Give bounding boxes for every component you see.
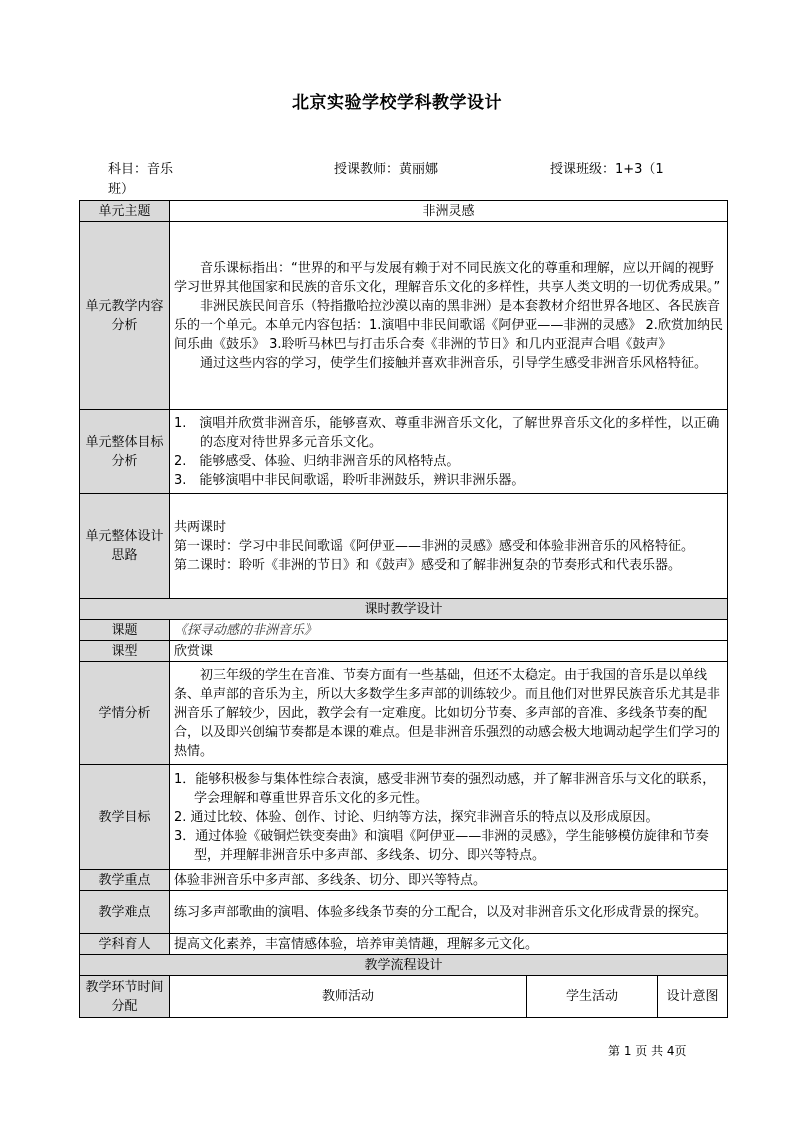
unit-design-line: 第一课时：学习中非民间歌谣《阿伊亚——非洲的灵感》感受和体验非洲音乐的风格特征。 bbox=[174, 538, 695, 554]
document-meta bbox=[108, 160, 688, 200]
page-footer: 第 1 页 共 4页 bbox=[608, 1044, 687, 1058]
teaching-key-value: 体验非洲音乐中多声部、多线条、切分、即兴等特点。 bbox=[170, 870, 728, 891]
teaching-objective-item: 3．通过体验《破铜烂铁变奏曲》和演唱《阿伊亚——非洲的灵感》，学生能够模仿旋律和节奏型，并理解非洲音乐中多声部、多线条、切分、即兴等特点。 bbox=[174, 828, 709, 863]
teaching-difficulty-value: 练习多声部歌曲的演唱、体验多线条节奏的分工配合，以及对非洲音乐文化形成背景的探究。 bbox=[174, 904, 708, 920]
teaching-objective-cell bbox=[170, 765, 728, 870]
lesson-section-title: 课时教学设计 bbox=[80, 599, 728, 620]
document-title: 北京实验学校学科教学设计 bbox=[292, 93, 502, 113]
unit-content-paragraph: 音乐课标指出：“世界的和平与发展有赖于对不同民族文化的尊重和理解，应以开阔的视野学习世界其他国家和民族的音乐文化，理解音乐文化的多样性，共享人类文明的一切优秀成果。” bbox=[174, 260, 721, 295]
flow-col-teacher-activity: 教师活动 bbox=[170, 976, 527, 1018]
unit-goal-item: 3. 能够演唱中非民间歌谣，聆听非洲鼓乐，辨识非洲乐器。 bbox=[174, 472, 525, 488]
unit-theme-value: 非洲灵感 bbox=[170, 201, 728, 222]
unit-theme-label: 单元主题 bbox=[80, 201, 170, 222]
teaching-difficulty-cell bbox=[170, 891, 728, 934]
unit-design-line: 第二课时：聆听《非洲的节日》和《鼓声》感受和了解非洲复杂的节奏形式和代表乐器。 bbox=[174, 557, 682, 573]
unit-goal-item: 1. 演唱并欣赏非洲音乐，能够喜欢、尊重非洲音乐文化，了解世界音乐文化的多样性，以正确的态度对待世界多元音乐文化。 bbox=[174, 415, 720, 450]
unit-design-line: 共两课时 bbox=[174, 519, 227, 535]
lesson-plan-table bbox=[79, 200, 728, 1018]
unit-content-paragraph: 非洲民族民间音乐（特指撒哈拉沙漠以南的黑非洲）是本套教材介绍世界各地区、各民族音乐的一个单元。本单元内容包括：1.演唱中非民间歌谣《阿伊亚——非洲的灵感》 2.欣赏加纳民间乐曲《鼓乐》 3.聆听马林巴与打击乐合奏《非洲的节日》和几内亚混声合唱《鼓声》 bbox=[174, 298, 723, 352]
class-field-continued: 班） bbox=[108, 182, 135, 197]
unit-content-label: 单元教学内容分析 bbox=[80, 222, 170, 410]
unit-goal-cell bbox=[170, 410, 728, 494]
unit-goal-label: 单元整体目标分析 bbox=[80, 410, 170, 494]
teaching-objective-label: 教学目标 bbox=[80, 765, 170, 870]
teaching-objective-item: 2. 通过比较、体验、创作、讨论、归纳等方法，探究非洲音乐的特点以及形成原因。 bbox=[174, 809, 659, 825]
teaching-difficulty-label: 教学难点 bbox=[80, 891, 170, 934]
flow-col-stage-time: 教学环节时间分配 bbox=[80, 976, 170, 1018]
teacher-field: 授课教师：黄丽娜 bbox=[334, 162, 439, 177]
student-analysis-cell bbox=[170, 662, 728, 765]
class-field: 授课班级：1+3（1 bbox=[550, 162, 664, 177]
teaching-key-label: 教学重点 bbox=[80, 870, 170, 891]
flow-col-design-intent: 设计意图 bbox=[658, 976, 728, 1018]
lesson-type-label: 课型 bbox=[80, 641, 170, 662]
student-analysis-label: 学情分析 bbox=[80, 662, 170, 765]
lesson-type-value: 欣赏课 bbox=[170, 641, 728, 662]
unit-goal-item: 2. 能够感受、体验、归纳非洲音乐的风格特点。 bbox=[174, 453, 460, 469]
lesson-topic-value: 《探寻动感的非洲音乐》 bbox=[170, 620, 728, 641]
unit-content-paragraph: 通过这些内容的学习，使学生们接触并喜欢非洲音乐，引导学生感受非洲音乐风格特征。 bbox=[200, 355, 708, 371]
student-analysis-text: 初三年级的学生在音准、节奏方面有一些基础，但还不太稳定。由于我国的音乐是以单线条、单声部的音乐为主，所以大多数学生多声部的训练较少。而且他们对世界民族音乐尤其是非洲音乐了解较少，因此，教学会有一定难度。比如切分节奏、多声部的音准、多线条节奏的配合，以及即兴创编节奏都是本课的难点。但是非洲音乐强烈的动感会极大地调动起学生们学习的热情。 bbox=[174, 667, 721, 759]
unit-design-label: 单元整体设计思路 bbox=[80, 494, 170, 599]
subject-education-label: 学科育人 bbox=[80, 934, 170, 955]
subject-education-value: 提高文化素养，丰富情感体验，培养审美情趣，理解多元文化。 bbox=[170, 934, 728, 955]
subject-field: 科目：音乐 bbox=[108, 162, 174, 177]
flow-section-title: 教学流程设计 bbox=[80, 955, 728, 976]
teaching-objective-item: 1．能够积极参与集体性综合表演，感受非洲节奏的强烈动感，并了解非洲音乐与文化的联系，学会理解和尊重世界音乐文化的多元性。 bbox=[174, 771, 716, 806]
flow-col-student-activity: 学生活动 bbox=[527, 976, 658, 1018]
lesson-topic-label: 课题 bbox=[80, 620, 170, 641]
unit-design-cell bbox=[170, 494, 728, 599]
unit-content-cell bbox=[170, 222, 728, 410]
